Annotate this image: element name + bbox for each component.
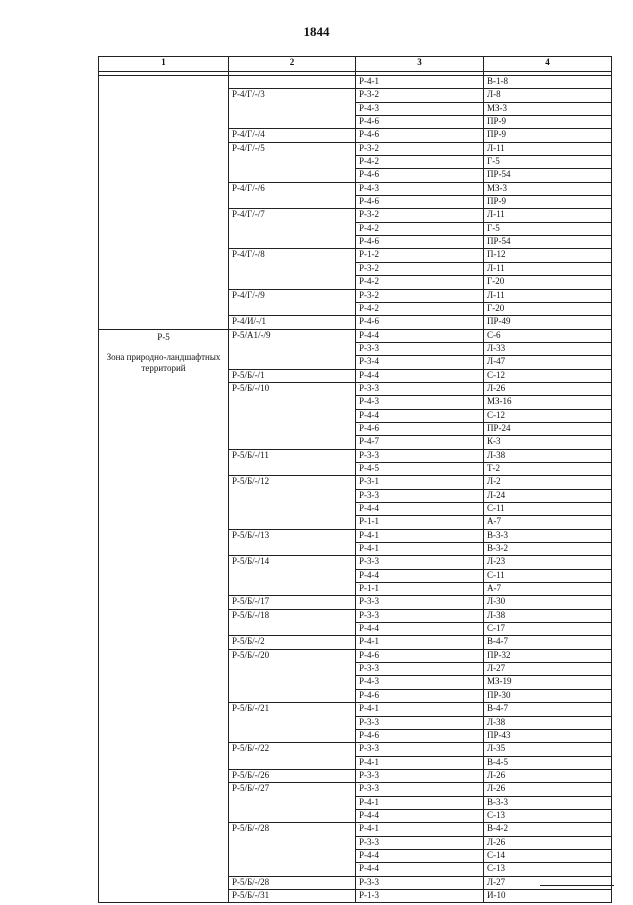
subzone-code: Р-5/Б/-/11 (229, 449, 356, 476)
object-code: Л-23 (484, 556, 612, 569)
subzone-code: Р-5/Б/-/17 (229, 596, 356, 609)
subzone-code: Р-5/Б/-/26 (229, 769, 356, 782)
use-code: Р-3-2 (356, 262, 484, 275)
object-code: И-10 (484, 889, 612, 902)
column-header-4: 4 (484, 57, 612, 72)
object-code: В-3-3 (484, 796, 612, 809)
use-code: Р-3-3 (356, 609, 484, 622)
object-code: Л-2 (484, 476, 612, 489)
table-body (99, 76, 612, 903)
object-code: В-4-2 (484, 823, 612, 836)
object-code: Л-8 (484, 89, 612, 102)
use-code: Р-4-1 (356, 796, 484, 809)
subzone-code (229, 76, 356, 89)
object-code: Л-11 (484, 142, 612, 155)
object-code: ПР-30 (484, 689, 612, 702)
zone-name: Зона природно-ландшафтных территорий (106, 351, 221, 373)
subzone-code: Р-5/Б/-/14 (229, 556, 356, 596)
object-code: С-12 (484, 369, 612, 382)
table-header (99, 57, 612, 76)
subzone-code: Р-5/Б/-/2 (229, 636, 356, 649)
object-code: МЗ-19 (484, 676, 612, 689)
object-code: ПР-32 (484, 649, 612, 662)
column-header-3: 3 (356, 57, 484, 72)
use-code: Р-4-1 (356, 529, 484, 542)
use-code: Р-4-1 (356, 703, 484, 716)
use-code: Р-4-6 (356, 729, 484, 742)
use-code: Р-3-3 (356, 596, 484, 609)
use-code: Р-4-4 (356, 569, 484, 582)
zone-cell (99, 329, 229, 903)
use-code: Р-4-3 (356, 676, 484, 689)
use-code: Р-3-3 (356, 489, 484, 502)
use-code: Р-1-1 (356, 516, 484, 529)
use-code: Р-4-3 (356, 102, 484, 115)
subzone-code: Р-5/Б/-/27 (229, 783, 356, 823)
object-code: МЗ-3 (484, 182, 612, 195)
object-code: С-17 (484, 623, 612, 636)
use-code: Р-4-4 (356, 863, 484, 876)
object-code: В-4-7 (484, 636, 612, 649)
column-header-2: 2 (229, 57, 356, 72)
object-code: С-14 (484, 849, 612, 862)
subzone-code: Р-4/И/-/1 (229, 316, 356, 329)
object-code: МЗ-16 (484, 396, 612, 409)
object-code: С-13 (484, 863, 612, 876)
object-code: Г-5 (484, 222, 612, 235)
subzone-code: Р-5/Б/-/28 (229, 876, 356, 889)
object-code: П-12 (484, 249, 612, 262)
use-code: Р-3-3 (356, 716, 484, 729)
object-code: Л-11 (484, 289, 612, 302)
object-code: Л-30 (484, 596, 612, 609)
use-code: Р-3-2 (356, 142, 484, 155)
object-code: Г-20 (484, 276, 612, 289)
object-code: Л-11 (484, 209, 612, 222)
subzone-code: Р-5/Б/-/22 (229, 743, 356, 770)
zone-code: Р-5 (157, 331, 170, 342)
subzone-code: Р-5/Б/-/1 (229, 369, 356, 382)
object-code: ПР-54 (484, 236, 612, 249)
object-code: С-11 (484, 569, 612, 582)
subzone-code: Р-5/Б/-/12 (229, 476, 356, 529)
object-code: Л-26 (484, 836, 612, 849)
use-code: Р-4-1 (356, 756, 484, 769)
object-code: Л-11 (484, 262, 612, 275)
use-code: Р-4-1 (356, 823, 484, 836)
use-code: Р-1-3 (356, 889, 484, 902)
object-code: В-3-2 (484, 543, 612, 556)
use-code: Р-3-3 (356, 743, 484, 756)
use-code: Р-3-3 (356, 449, 484, 462)
use-code: Р-1-1 (356, 583, 484, 596)
zoning-table (98, 56, 612, 903)
table-row (99, 329, 612, 342)
use-code: Р-4-6 (356, 116, 484, 129)
use-code: Р-3-3 (356, 783, 484, 796)
use-code: Р-3-3 (356, 342, 484, 355)
object-code: А-7 (484, 583, 612, 596)
use-code: Р-4-1 (356, 76, 484, 89)
use-code: Р-4-4 (356, 809, 484, 822)
use-code: Р-4-6 (356, 236, 484, 249)
object-code: Л-35 (484, 743, 612, 756)
object-code: Л-38 (484, 449, 612, 462)
use-code: Р-4-4 (356, 409, 484, 422)
object-code: Л-33 (484, 342, 612, 355)
subzone-code: Р-5/Б/-/10 (229, 382, 356, 449)
subzone-code: Р-4/Г/-/6 (229, 182, 356, 209)
use-code: Р-3-3 (356, 382, 484, 395)
subzone-code: Р-5/Б/-/18 (229, 609, 356, 636)
use-code: Р-4-5 (356, 462, 484, 475)
subzone-code: Р-4/Г/-/7 (229, 209, 356, 249)
object-code: Л-26 (484, 769, 612, 782)
use-code: Р-4-1 (356, 543, 484, 556)
object-code: С-11 (484, 503, 612, 516)
use-code: Р-4-2 (356, 302, 484, 315)
object-code: Л-26 (484, 382, 612, 395)
use-code: Р-3-3 (356, 876, 484, 889)
use-code: Р-3-3 (356, 663, 484, 676)
object-code: В-3-3 (484, 529, 612, 542)
use-code: Р-4-6 (356, 169, 484, 182)
use-code: Р-3-3 (356, 769, 484, 782)
use-code: Р-3-3 (356, 836, 484, 849)
use-code: Р-4-6 (356, 649, 484, 662)
use-code: Р-4-7 (356, 436, 484, 449)
use-code: Р-4-6 (356, 689, 484, 702)
object-code: Л-38 (484, 609, 612, 622)
use-code: Р-4-6 (356, 316, 484, 329)
object-code: Л-26 (484, 783, 612, 796)
bottom-rule (540, 885, 614, 886)
use-code: Р-4-2 (356, 276, 484, 289)
subzone-code: Р-4/Г/-/3 (229, 89, 356, 129)
object-code: С-6 (484, 329, 612, 342)
subzone-code: Р-5/Б/-/13 (229, 529, 356, 556)
use-code: Р-4-6 (356, 129, 484, 142)
use-code: Р-3-2 (356, 289, 484, 302)
object-code: Г-20 (484, 302, 612, 315)
object-code: В-4-5 (484, 756, 612, 769)
object-code: Л-27 (484, 663, 612, 676)
use-code: Р-3-2 (356, 209, 484, 222)
column-header-1: 1 (99, 57, 229, 72)
subzone-code: Р-5/А1/-/9 (229, 329, 356, 369)
page-number: 1844 (303, 24, 330, 39)
object-code: Г-5 (484, 156, 612, 169)
object-code: ПР-9 (484, 116, 612, 129)
subzone-code: Р-5/Б/-/21 (229, 703, 356, 743)
object-code: ПР-49 (484, 316, 612, 329)
object-code: ПР-43 (484, 729, 612, 742)
use-code: Р-4-2 (356, 222, 484, 235)
use-code: Р-4-4 (356, 623, 484, 636)
use-code: Р-4-1 (356, 636, 484, 649)
use-code: Р-4-4 (356, 849, 484, 862)
object-code: Л-38 (484, 716, 612, 729)
object-code: С-13 (484, 809, 612, 822)
use-code: Р-3-3 (356, 556, 484, 569)
object-code: К-3 (484, 436, 612, 449)
subzone-code: Р-5/Б/-/20 (229, 649, 356, 702)
use-code: Р-4-6 (356, 196, 484, 209)
use-code: Р-4-6 (356, 422, 484, 435)
use-code: Р-4-2 (356, 156, 484, 169)
use-code: Р-3-2 (356, 89, 484, 102)
subzone-code: Р-4/Г/-/8 (229, 249, 356, 289)
subzone-code: Р-4/Г/-/9 (229, 289, 356, 316)
use-code: Р-1-2 (356, 249, 484, 262)
previous-zone-cell (99, 76, 229, 330)
subzone-code: Р-5/Б/-/28 (229, 823, 356, 876)
use-code: Р-4-3 (356, 396, 484, 409)
object-code: А-7 (484, 516, 612, 529)
object-code: ПР-24 (484, 422, 612, 435)
use-code: Р-4-4 (356, 369, 484, 382)
subzone-code: Р-5/Б/-/31 (229, 889, 356, 902)
object-code: ПР-9 (484, 129, 612, 142)
object-code: В-4-7 (484, 703, 612, 716)
object-code: С-12 (484, 409, 612, 422)
subzone-code: Р-4/Г/-/4 (229, 129, 356, 142)
use-code: Р-4-4 (356, 503, 484, 516)
object-code: Л-47 (484, 356, 612, 369)
use-code: Р-4-3 (356, 182, 484, 195)
object-code: ПР-54 (484, 169, 612, 182)
table-row (99, 76, 612, 89)
object-code: Л-27 (484, 876, 612, 889)
object-code: В-1-8 (484, 76, 612, 89)
subzone-code: Р-4/Г/-/5 (229, 142, 356, 182)
object-code: ПР-9 (484, 196, 612, 209)
object-code: МЗ-3 (484, 102, 612, 115)
object-code: Т-2 (484, 462, 612, 475)
use-code: Р-3-1 (356, 476, 484, 489)
object-code: Л-24 (484, 489, 612, 502)
use-code: Р-4-4 (356, 329, 484, 342)
use-code: Р-3-4 (356, 356, 484, 369)
